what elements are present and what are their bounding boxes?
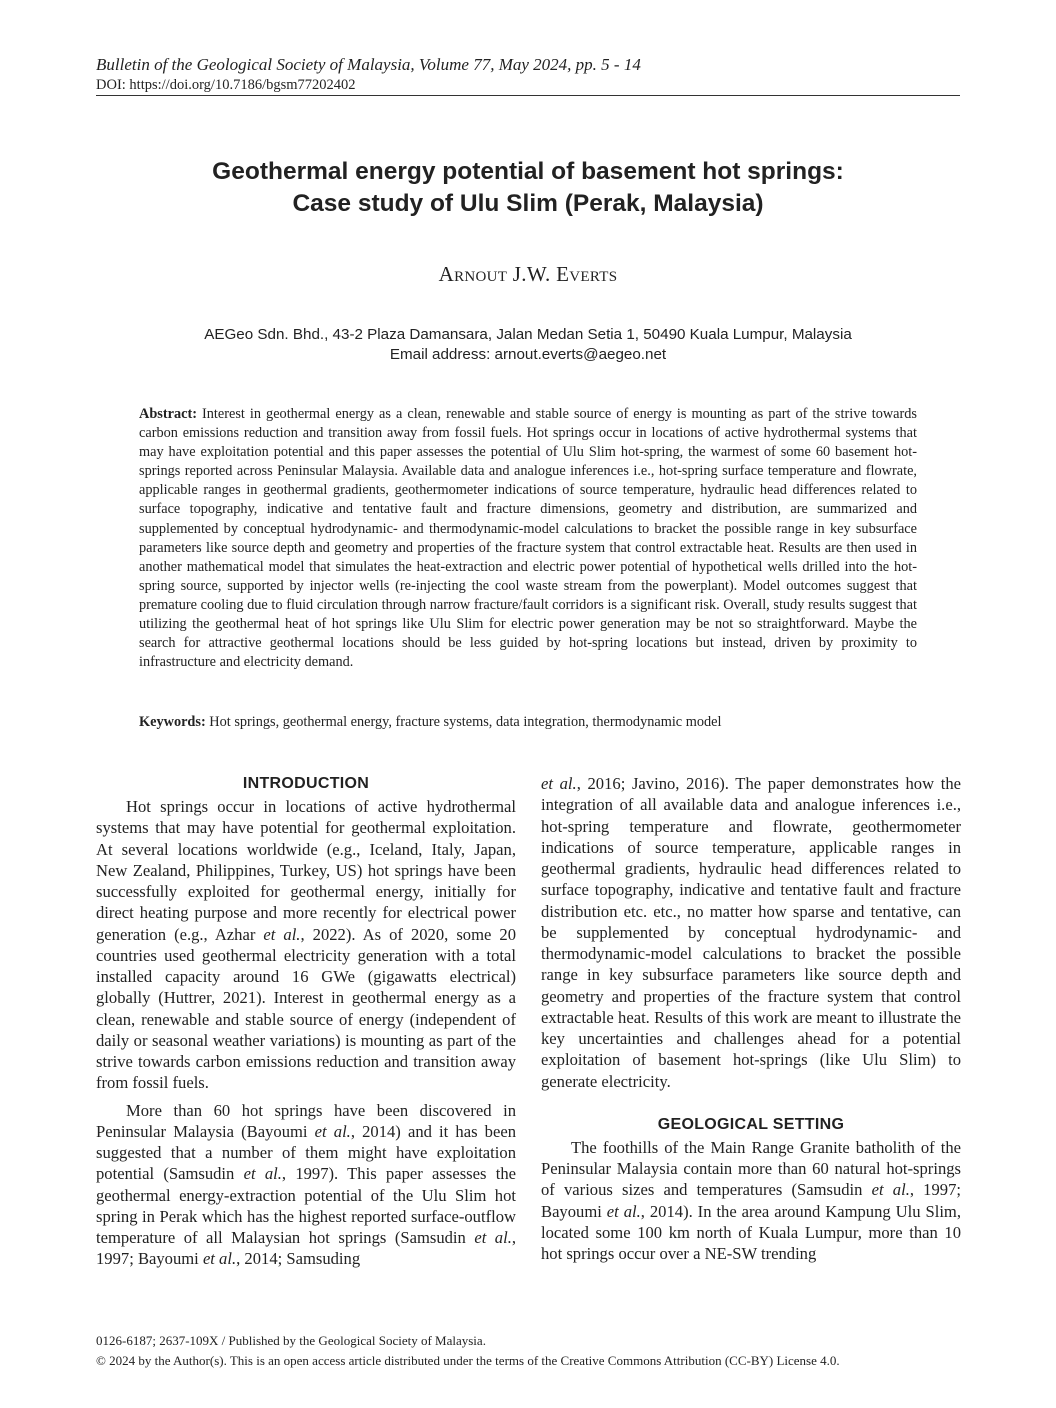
page-footer xyxy=(96,1331,976,1371)
author-email[interactable]: Email address: arnout.everts@aegeo.net xyxy=(389,346,667,363)
header-divider xyxy=(96,95,960,96)
intro-paragraph-2-continued: et al., 2016; Javino, 2016). The paper demonstrates how the integration of all available data and analogue inferences i.e., hot-spring temperature and flowrate, geothermometer indications of source temperature, applicable ranges in geothermal gradients, hydraulic head differences related to surface topography, indicative and tentative fault and fracture distribution etc. etc., no matter how sparse and tentative, can be supplemented by conceptual hydrodynamic- and thermodynamic-model calculations to bracket the possible range in key subsurface parameters like source depth and geometry and properties of the fracture system that control extractable heat. Results of this work are meant to illustrate the key uncertainties and challenges ahead for a potential exploitation of basement hot-springs (like Ulu Slim) to generate electricity. xyxy=(541,774,961,1091)
left-column xyxy=(96,773,516,1270)
abstract-label: Abstract: xyxy=(139,406,197,422)
section-heading-introduction: INTRODUCTION xyxy=(242,775,370,792)
title-line-2: Case study of Ulu Slim (Perak, Malaysia) xyxy=(292,190,764,217)
keywords-label: Keywords: xyxy=(139,714,206,730)
geo-paragraph-1: The foothills of the Main Range Granite batholith of the Peninsular Malaysia contain more than 60 natural hot-springs of various sizes and temperatures (Samsudin et al., 1997; Bayoumi et al., 2014). In the area around Kampung Ulu Slim, located some 100 km north of Kuala Lumpur, more than 10 hot springs occur over a NE-SW trending xyxy=(541,1137,961,1263)
footer-issn: 0126-6187; 2637-109X / Published by the Geological Society of Malaysia. xyxy=(96,1333,486,1348)
footer-license: © 2024 by the Author(s). This is an open access article distributed under the terms of the Creative Commons Attribution (CC-BY) License 4.0. xyxy=(96,1353,840,1368)
journal-citation: Bulletin of the Geological Society of Malaysia, Volume 77, May 2024, pp. 5 - 14 xyxy=(96,55,641,74)
section-heading-geological-setting: GEOLOGICAL SETTING xyxy=(657,1115,845,1133)
doi-line[interactable]: DOI: https://doi.org/10.7186/bgsm77202402 xyxy=(96,77,356,93)
title-line-1: Geothermal energy potential of basement hot springs: xyxy=(212,158,844,185)
affiliation-block xyxy=(96,325,960,365)
author-name: Arnout J.W. Everts xyxy=(438,262,618,286)
affiliation-address: AEGeo Sdn. Bhd., 43-2 Plaza Damansara, Jalan Medan Setia 1, 50490 Kuala Lumpur, Malaysia xyxy=(204,326,852,343)
right-column xyxy=(541,773,961,1264)
intro-paragraph-2: More than 60 hot springs have been discovered in Peninsular Malaysia (Bayoumi et al., 2014) and it has been suggested that a number of them might have exploitation potential (Samsudin et al., 1997). This paper assesses the geothermal energy-extraction potential of the Ulu Slim hot spring in Perak which has the highest reported surface-outflow temperature of all Malaysian hot springs (Samsudin et al., 1997; Bayoumi et al., 2014; Samsuding xyxy=(96,1100,517,1269)
keywords xyxy=(139,713,917,732)
abstract-text: Interest in geothermal energy as a clean, renewable and stable source of energy is mounting as part of the strive towards carbon emissions reduction and transition away from fossil fuels. Hot springs occur in locations of active hydrothermal systems that may have exploitation potential and this paper assesses the potential of Ulu Slim hot-spring, the warmest of some 60 basement hot-springs reported across Peninsular Malaysia. Available data and analogue inferences i.e., hot-spring surface temperature and flowrate, applicable ranges in geothermal gradients, geothermometer indications of source temperature, hydraulic head differences related to surface topography, indicative and tentative fault and fracture dimensions, geometry and distribution, are summarized and supplemented by conceptual hydrodynamic- and thermodynamic-model calculations to bracket the possible range in key subsurface parameters like source depth and geometry and properties of the fracture system that control extractable heat. Results are then used in another mathematical model that simulates the heat-extraction and electric power potential of hypothetical wells drilled into the hot-spring source, supported by injector wells (re-injecting the cool waste stream from the powerplant). Model outcomes suggest that premature cooling due to fluid circulation through narrow fracture/fault corridors is a significant risk. Overall, study results suggest that utilizing the geothermal heat of hot springs like Ulu Slim for electric power generation may be not so straightforward. Maybe the search for attractive geothermal locations should be less guided by hot-spring locations but instead, driven by proximity to infrastructure and electricity demand. xyxy=(139,406,917,671)
paper-title xyxy=(96,156,960,220)
keywords-text: Hot springs, geothermal energy, fracture systems, data integration, thermodynamic model xyxy=(209,714,722,730)
abstract xyxy=(139,405,917,672)
intro-paragraph-1: Hot springs occur in locations of active hydrothermal systems that may have potential for geothermal exploitation. At several locations worldwide (e.g., Iceland, Italy, Japan, New Zealand, Philippines, Turkey, US) hot springs have been successfully exploited for geothermal energy, initially for direct heating purpose and more recently for electrical power generation (e.g., Azhar et al., 2022). As of 2020, some 20 countries used geothermal electricity generation with a total installed capacity around 16 GWe (gigawatts electrical) globally (Huttrer, 2021). Interest in geothermal energy as a clean, renewable and stable source of energy (independent of daily or seasonal weather variations) is mounting as part of the strive towards carbon emissions reduction and transition away from fossil fuels. xyxy=(96,797,516,1093)
journal-header xyxy=(96,54,960,94)
